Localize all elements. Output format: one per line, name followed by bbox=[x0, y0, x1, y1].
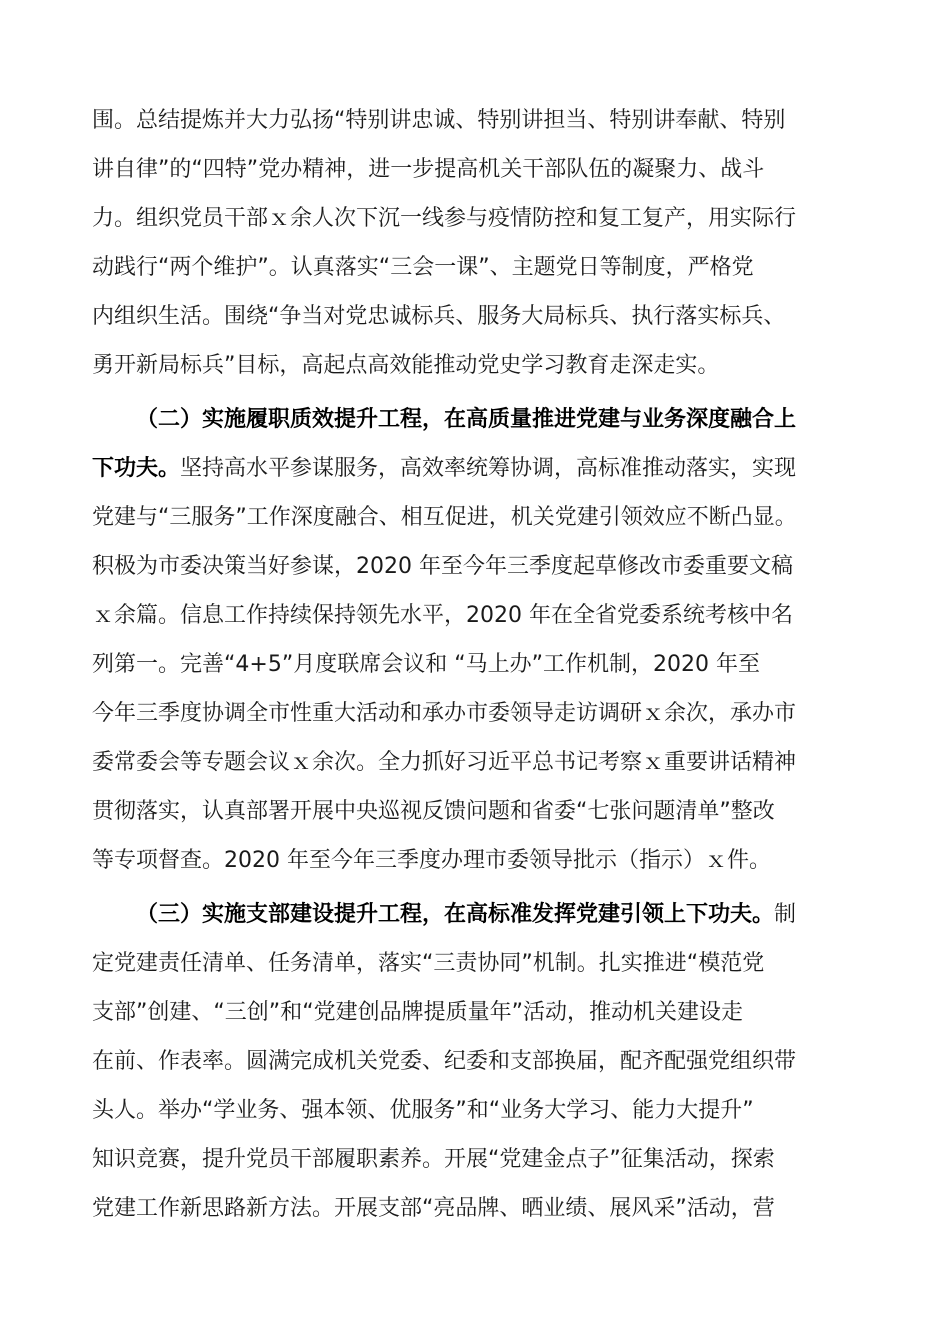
body-text-line: 积极为市委决策当好参谋，2020 年至今年三季度起草修改市委重要文稿 bbox=[92, 554, 793, 579]
body-text-line: 党建与“三服务”工作深度融合、相互促进，机关党建引领效应不断凸显。 bbox=[92, 505, 797, 530]
body-text-line: 力。组织党员干部ｘ余人次下沉一线参与疫情防控和复工复产，用实际行 bbox=[92, 206, 797, 231]
section-heading-2-continuation bbox=[92, 454, 796, 484]
section-heading-3-bold: （三）实施支部建设提升工程，在高标准发挥党建引领上下功夫。 bbox=[136, 902, 775, 927]
body-text-run: 制 bbox=[774, 902, 797, 927]
body-text-line: 今年三季度协调全市性重大活动和承办市委领导走访调研ｘ余次，承办市 bbox=[92, 701, 797, 726]
body-text-line: 列第一。完善“4+5”月度联席会议和 “马上办”工作机制，2020 年至 bbox=[92, 652, 760, 677]
body-text-line: 在前、作表率。圆满完成机关党委、纪委和支部换届，配齐配强党组织带 bbox=[92, 1049, 797, 1074]
section-heading-2 bbox=[136, 405, 796, 435]
section-heading-2-bold: （二）实施履职质效提升工程，在高质量推进党建与业务深度融合上 bbox=[136, 407, 797, 432]
body-text-line: 头人。举办“学业务、强本领、优服务”和“业务大学习、能力大提升” bbox=[92, 1098, 754, 1123]
body-text-line: 等专项督查。2020 年至今年三季度办理市委领导批示（指示）ｘ件。 bbox=[92, 848, 771, 873]
body-text-line: 内组织生活。围绕“争当对党忠诚标兵、服务大局标兵、执行落实标兵、 bbox=[92, 304, 786, 329]
body-text-line: 定党建责任清单、任务清单，落实“三责协同”机制。扎实推进“模范党 bbox=[92, 951, 765, 976]
body-text-line: 党建工作新思路新方法。开展支部“亮品牌、晒业绩、展风采”活动，营 bbox=[92, 1196, 775, 1221]
body-text-line: 委常委会等专题会议ｘ余次。全力抓好习近平总书记考察ｘ重要讲话精神 bbox=[92, 750, 797, 775]
body-text-line: 知识竞赛，提升党员干部履职素养。开展“党建金点子”征集活动，探索 bbox=[92, 1147, 775, 1172]
body-text-line: 讲自律”的“四特”党办精神，进一步提高机关干部队伍的凝聚力、战斗 bbox=[92, 157, 765, 182]
body-text-line: 贯彻落实，认真部署开展中央巡视反馈问题和省委“七张问题清单”整改 bbox=[92, 799, 775, 824]
body-text-line: ｘ余篇。信息工作持续保持领先水平，2020 年在全省党委系统考核中名 bbox=[92, 603, 793, 628]
section-heading-2-end: 下功夫。 bbox=[92, 456, 181, 481]
body-text-line: 勇开新局标兵”目标，高起点高效能推动党史学习教育走深走实。 bbox=[92, 353, 720, 378]
body-text-line: 动践行“两个维护”。认真落实“三会一课”、主题党日等制度，严格党 bbox=[92, 255, 754, 280]
section-heading-3 bbox=[136, 900, 796, 930]
body-text-line: 围。总结提炼并大力弘扬“特别讲忠诚、特别讲担当、特别讲奉献、特别 bbox=[92, 108, 786, 133]
body-text-line: 支部”创建、“三创”和“党建创品牌提质量年”活动，推动机关建设走 bbox=[92, 1000, 743, 1025]
body-text-run: 坚持高水平参谋服务，高效率统筹协调，高标准推动落实，实现 bbox=[180, 456, 797, 481]
